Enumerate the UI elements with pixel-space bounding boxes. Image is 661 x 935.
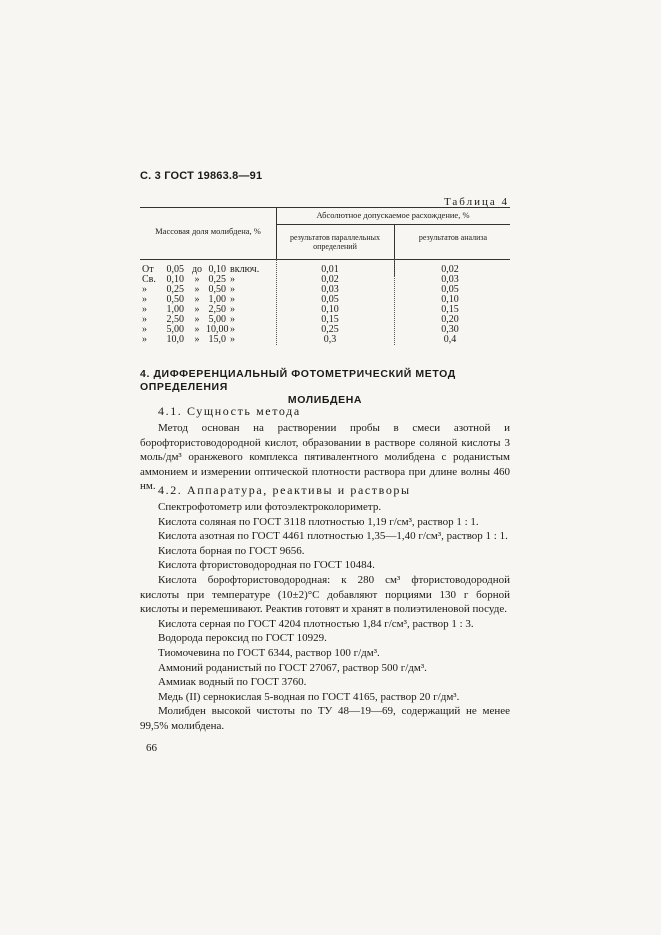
analysis-value: 0,15: [441, 304, 459, 315]
range-prefix: »: [142, 324, 147, 335]
page-header: С. 3 ГОСТ 19863.8—91: [140, 170, 263, 182]
subsection-heading: 4.1. Сущность метода: [158, 404, 301, 418]
analysis-value: 0,4: [443, 334, 457, 345]
table-top-rule: [140, 207, 510, 208]
range-suffix: »: [230, 294, 235, 305]
reagent-item: Тиомочевина по ГОСТ 6344, раствор 100 г/дм³.: [158, 646, 380, 659]
range-suffix: »: [230, 284, 235, 295]
range-from: 0,50: [166, 294, 184, 305]
parallel-value: 0,05: [321, 294, 339, 305]
analysis-value: 0,05: [441, 284, 459, 295]
reagent-item: Аммиак водный по ГОСТ 3760.: [158, 676, 307, 689]
range-prefix: »: [142, 334, 147, 345]
reagent-item: Медь (II) сернокислая 5-водная по ГОСТ 4165, раствор 20 г/дм³.: [158, 690, 460, 703]
section-title-line2: МОЛИБДЕНА: [287, 394, 363, 406]
reagent-item: Кислота фтористоводородная по ГОСТ 10484.: [158, 559, 375, 572]
reagent-item: Аммоний роданистый по ГОСТ 27067, раствор 500 г/дм³.: [158, 661, 427, 674]
reagent-item: Кислота борная по ГОСТ 9656.: [158, 544, 305, 557]
range-from: 1,00: [166, 304, 184, 315]
reagent-item: Кислота серная по ГОСТ 4204 плотностью 1,84 г/см³, раствор 1 : 3.: [158, 617, 474, 630]
table-row: [140, 335, 510, 345]
range-separator: »: [194, 324, 200, 335]
subsection-heading: 4.2. Аппаратура, реактивы и растворы: [158, 483, 411, 497]
range-from: 2,50: [166, 314, 184, 325]
range-suffix: »: [230, 314, 235, 325]
section-title: [140, 368, 510, 407]
reagent-item: Водорода пероксид по ГОСТ 10929.: [158, 632, 327, 645]
range-separator: »: [194, 304, 200, 315]
parallel-value: 0,3: [323, 334, 337, 345]
parallel-value: 0,01: [321, 264, 339, 275]
range-to: 2,50: [208, 304, 226, 315]
range-to: 15,0: [208, 334, 226, 345]
reagent-item: Кислота соляная по ГОСТ 3118 плотностью 1,19 г/см³, раствор 1 : 1.: [158, 515, 479, 528]
range-from: 0,05: [166, 264, 184, 275]
range-from: 10,0: [166, 334, 184, 345]
table-header-rule: [140, 259, 510, 260]
range-prefix: »: [142, 304, 147, 315]
range-separator: »: [194, 294, 200, 305]
range-separator: »: [194, 274, 200, 285]
column-header-group: Абсолютное допускаемое расхождение, %: [316, 210, 470, 220]
analysis-value: 0,30: [441, 324, 459, 335]
range-suffix: »: [230, 304, 235, 315]
parallel-value: 0,15: [321, 314, 339, 325]
analysis-value: 0,10: [441, 294, 459, 305]
range-suffix: включ.: [230, 264, 260, 275]
method-paragraph: Метод основан на растворении пробы в смеси азотной и борофтористоводородной кислот, образовании в растворе соляной кислоты 3 моль/дм³ оранжевого комплекса пятивалентного молибдена с роданистым аммонием и измерении оптической плотности раствора при длине волны 460 нм.: [140, 422, 510, 493]
column-header-mass-fraction: Массовая доля молибдена, %: [155, 226, 261, 236]
range-to: 0,50: [208, 284, 226, 295]
range-separator: »: [194, 334, 200, 345]
range-to: 10,00: [206, 324, 229, 335]
table-caption: Таблица 4: [443, 196, 509, 208]
analysis-value: 0,20: [441, 314, 459, 325]
range-prefix: »: [142, 284, 147, 295]
parallel-value: 0,10: [321, 304, 339, 315]
reagent-item: Кислота борофтористоводородная: к 280 см³ фтористоводородной кислоты при температуре (10±2)°С добавляют порциями 130 г борной кислоты и перемешивают. Реактив готовят и хранят в полиэтиленовой посуде.: [140, 573, 510, 616]
range-to: 0,10: [208, 264, 226, 275]
range-from: 5,00: [166, 324, 184, 335]
reagent-item: Кислота азотная по ГОСТ 4461 плотностью 1,35—1,40 г/см³, раствор 1 : 1.: [158, 530, 508, 543]
range-to: 1,00: [208, 294, 226, 305]
range-separator: »: [194, 284, 200, 295]
table-body: [140, 265, 510, 345]
column-header-parallel: результатов параллельных определений: [289, 233, 380, 251]
analysis-value: 0,02: [441, 264, 459, 275]
range-prefix: Св.: [142, 274, 156, 285]
column-header-analysis: результатов анализа: [418, 233, 488, 242]
range-from: 0,25: [166, 284, 184, 295]
range-prefix: »: [142, 294, 147, 305]
reagent-item: Молибден высокой чистоты по ТУ 48—19—69, содержащий не менее 99,5% молибдена.: [140, 705, 510, 732]
reagent-item: Спектрофотометр или фотоэлектроколориметр.: [158, 501, 382, 513]
parallel-value: 0,02: [321, 274, 339, 285]
range-to: 5,00: [208, 314, 226, 325]
parallel-value: 0,03: [321, 284, 339, 295]
range-suffix: »: [230, 324, 235, 335]
range-from: 0,10: [166, 274, 184, 285]
table-group-rule: [276, 224, 510, 225]
parallel-value: 0,25: [321, 324, 339, 335]
section-title-line1: 4. ДИФФЕРЕНЦИАЛЬНЫЙ ФОТОМЕТРИЧЕСКИЙ МЕТОД ОПРЕДЕЛЕНИЯ: [140, 368, 456, 393]
range-separator: до: [191, 264, 203, 275]
range-separator: »: [194, 314, 200, 325]
range-prefix: От: [142, 264, 154, 275]
range-to: 0,25: [208, 274, 226, 285]
analysis-value: 0,03: [441, 274, 459, 285]
range-suffix: »: [230, 334, 235, 345]
reagent-list: [140, 500, 510, 734]
range-suffix: »: [230, 274, 235, 285]
range-prefix: »: [142, 314, 147, 325]
page-number: 66: [146, 742, 157, 754]
